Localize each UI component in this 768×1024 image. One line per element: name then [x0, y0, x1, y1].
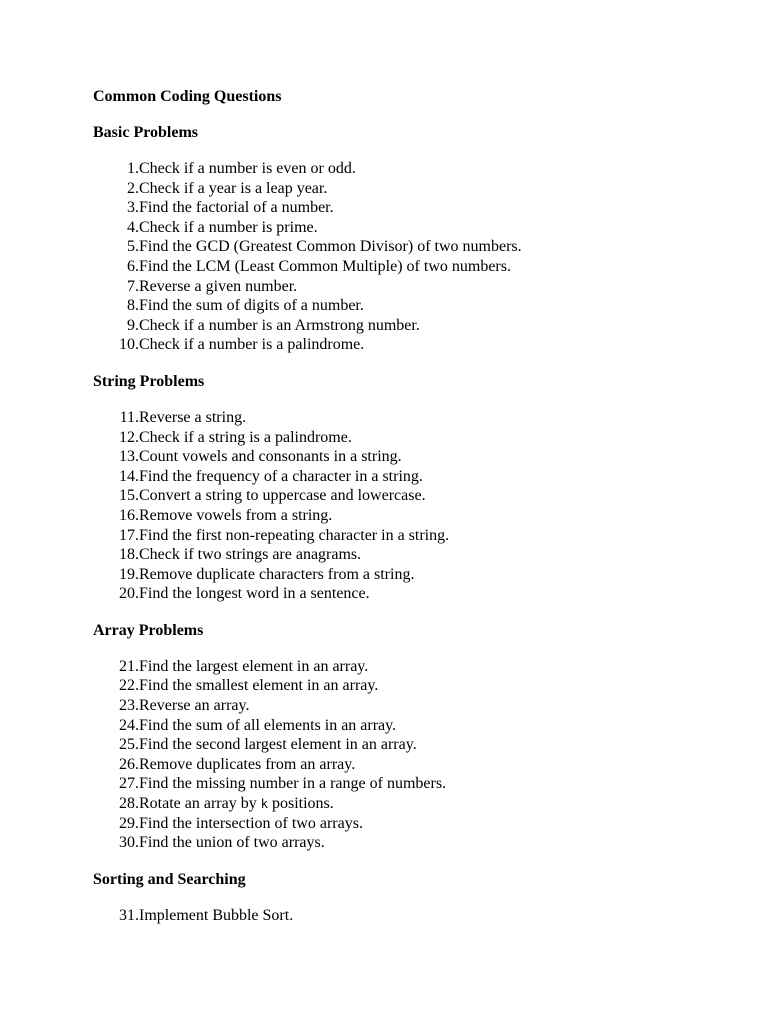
item-number: 5. [127, 238, 139, 256]
item-text: Find the frequency of a character in a string. [139, 467, 423, 485]
item-text: Find the first non-repeating character in a string. [139, 526, 450, 544]
list-item [93, 676, 713, 696]
item-text: Find the smallest element in an array. [139, 677, 379, 695]
item-text: Check if a number is prime. [139, 218, 318, 236]
question-list [93, 657, 713, 853]
list-item [93, 486, 713, 506]
item-text: Remove duplicates from an array. [139, 755, 356, 773]
list-item [93, 545, 713, 565]
list-item [93, 277, 713, 297]
item-number: 3. [127, 199, 139, 217]
item-number: 24. [119, 716, 139, 734]
list-item [93, 735, 713, 755]
item-number: 27. [119, 775, 139, 793]
item-text: Implement Bubble Sort. [139, 906, 294, 924]
question-list [93, 159, 713, 355]
list-item [93, 408, 713, 428]
item-text: Find the longest word in a sentence. [139, 585, 370, 603]
item-text-after: positions. [267, 795, 334, 813]
item-number: 6. [127, 257, 139, 275]
item-text: Check if two strings are anagrams. [139, 546, 362, 564]
list-item [93, 565, 713, 585]
item-text: Check if a string is a palindrome. [139, 428, 352, 446]
list-item [93, 774, 713, 794]
item-number: 7. [127, 277, 139, 295]
question-list [93, 408, 713, 604]
item-text: Find the LCM (Least Common Multiple) of two numbers. [139, 257, 511, 275]
item-number: 25. [119, 736, 139, 754]
item-text: Find the second largest element in an array. [139, 736, 417, 754]
item-number: 26. [119, 755, 139, 773]
list-item [93, 198, 713, 218]
item-text: Find the largest element in an array. [139, 657, 369, 675]
item-number: 29. [119, 814, 139, 832]
list-item [93, 526, 713, 546]
item-number: 16. [119, 506, 139, 524]
list-item [93, 428, 713, 448]
section-heading: String Problems [93, 372, 205, 390]
item-text [139, 794, 334, 814]
item-number: 18. [119, 546, 139, 564]
list-item [93, 657, 713, 677]
item-number: 20. [119, 585, 139, 603]
item-text: Find the sum of all elements in an array. [139, 716, 397, 734]
document-page [93, 87, 713, 942]
item-number: 9. [127, 316, 139, 334]
item-text: Find the sum of digits of a number. [139, 297, 364, 315]
item-number: 17. [119, 526, 139, 544]
list-item [93, 296, 713, 316]
item-number: 19. [119, 565, 139, 583]
sections-container [93, 123, 713, 925]
item-text: Find the intersection of two arrays. [139, 814, 363, 832]
item-text: Reverse an array. [139, 697, 250, 715]
item-number: 4. [127, 218, 139, 236]
item-text: Check if a number is a palindrome. [139, 336, 365, 354]
item-number: 2. [127, 179, 139, 197]
list-item [93, 716, 713, 736]
item-text: Find the factorial of a number. [139, 199, 334, 217]
item-text: Reverse a given number. [139, 277, 298, 295]
item-text: Check if a number is even or odd. [139, 160, 356, 177]
item-number: 28. [119, 795, 139, 813]
item-number: 8. [127, 297, 139, 315]
item-text: Convert a string to uppercase and lowercase. [139, 487, 426, 505]
item-number: 1. [127, 160, 139, 177]
list-item [93, 506, 713, 526]
list-item [93, 257, 713, 277]
item-number: 23. [119, 697, 139, 715]
section-heading: Array Problems [93, 621, 204, 639]
section-heading: Sorting and Searching [93, 870, 246, 888]
item-text: Find the GCD (Greatest Common Divisor) of two numbers. [139, 238, 522, 256]
list-item [93, 218, 713, 238]
document-title: Common Coding Questions [93, 88, 282, 105]
item-text-before: Rotate an array by [139, 795, 261, 813]
item-number: 22. [119, 677, 139, 695]
item-text: Check if a year is a leap year. [139, 179, 328, 197]
item-number: 12. [119, 428, 139, 446]
question-list [93, 906, 713, 926]
list-item [93, 906, 713, 926]
list-item [93, 447, 713, 467]
item-text: Check if a number is an Armstrong number. [139, 316, 420, 334]
list-item [93, 179, 713, 199]
list-item [93, 584, 713, 604]
item-number: 13. [119, 448, 139, 466]
item-text: Remove vowels from a string. [139, 506, 333, 524]
item-text: Remove duplicate characters from a string. [139, 565, 415, 583]
list-item [93, 316, 713, 336]
list-item [93, 833, 713, 853]
item-number: 21. [119, 657, 139, 675]
item-number: 14. [119, 467, 139, 485]
section-heading: Basic Problems [93, 124, 199, 141]
list-item [93, 237, 713, 257]
item-number: 30. [119, 834, 139, 852]
item-text: Find the missing number in a range of numbers. [139, 775, 447, 793]
list-item [93, 755, 713, 775]
item-number: 15. [119, 487, 139, 505]
inline-code: k [260, 797, 268, 812]
list-item [93, 814, 713, 834]
item-number: 10. [119, 336, 139, 354]
list-item [93, 696, 713, 716]
list-item [93, 335, 713, 355]
item-number: 31. [119, 906, 139, 924]
list-item [93, 467, 713, 487]
list-item [93, 794, 713, 814]
item-text: Count vowels and consonants in a string. [139, 448, 402, 466]
item-number: 11. [119, 408, 139, 426]
list-item [93, 159, 713, 179]
item-text: Find the union of two arrays. [139, 834, 325, 852]
item-text: Reverse a string. [139, 408, 247, 426]
